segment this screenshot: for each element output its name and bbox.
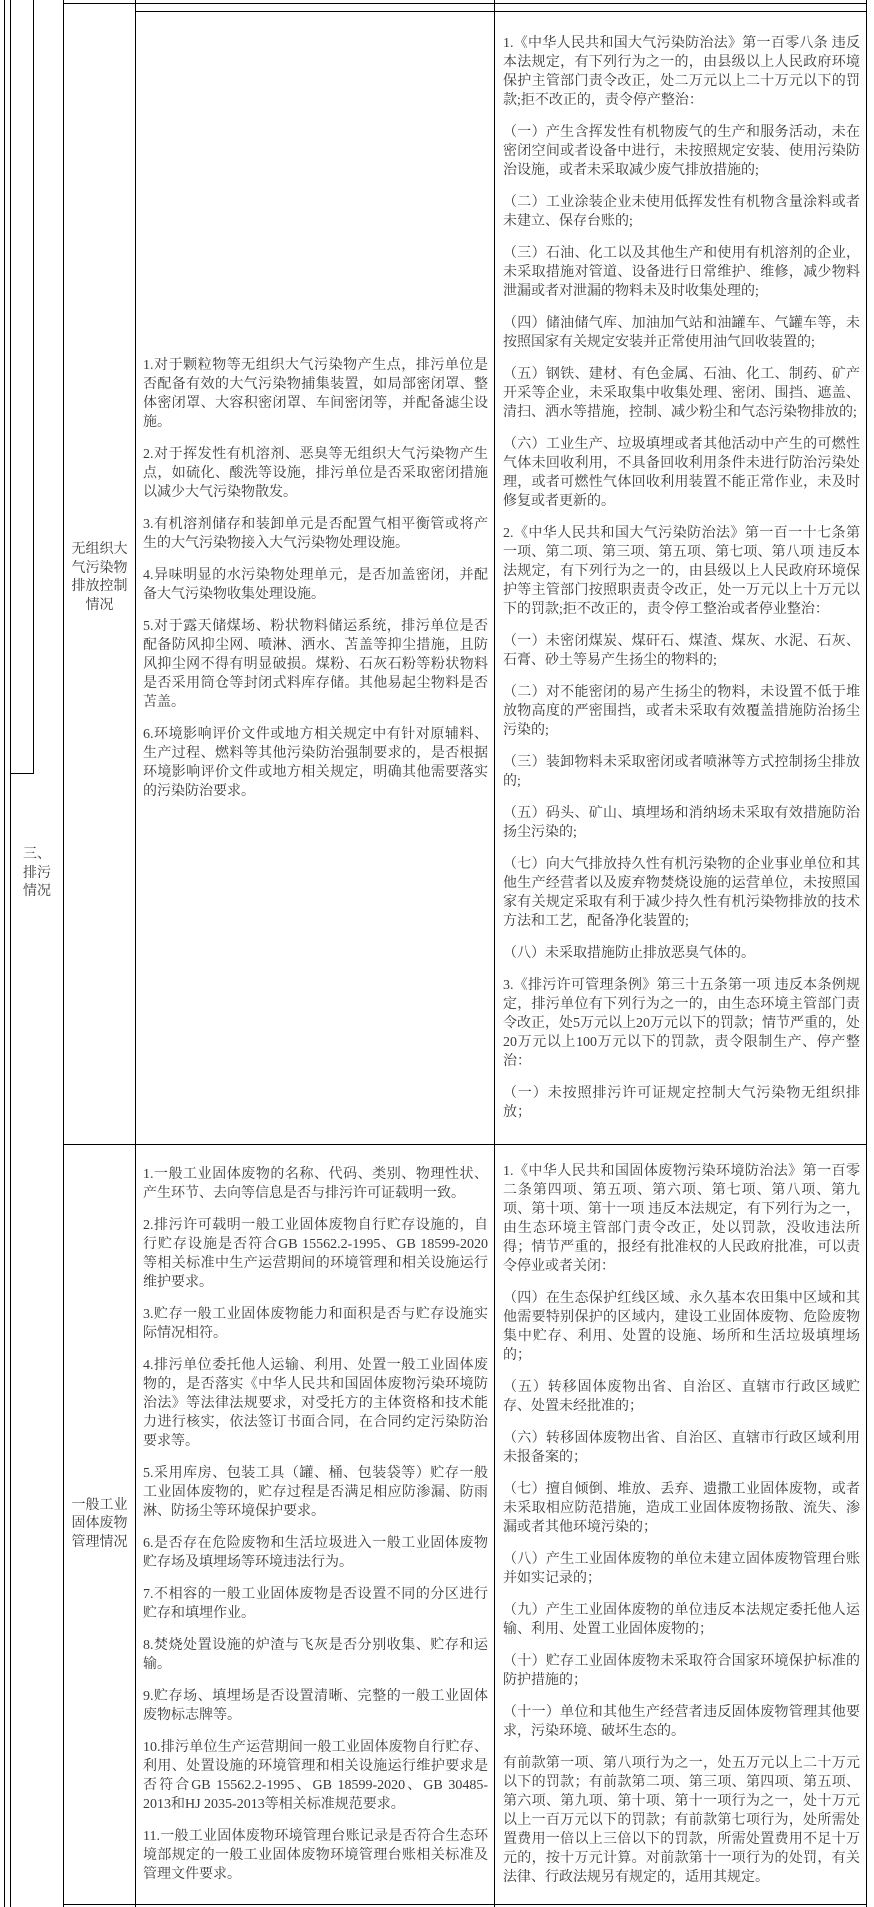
paragraph: 7.不相容的一般工业固体废物是否设置不同的分区进行贮存和填埋作业。: [143, 1587, 488, 1621]
paragraph: 有前款第一项、第八项行为之一，处五万元以上二十万元以下的罚款；有前款第二项、第三项、第四项、第五项、第六项、第九项、第十项、第十一项行为之一，处十万元以上一百万元以下的罚款；有前款第七项行为，处所需处置费用一倍以上三倍以下的罚款，所需处置费用不足十万元的，按十万元计算。对前款第十一项行为的处罚，有关法律、行政法规另有规定的，适用其规定。: [503, 1756, 860, 1885]
row-category-cell: [64, 1145, 135, 1904]
paragraph: 6.是否存在危险废物和生活垃圾进入一般工业固体废物贮存场及填埋场等环境违法行为。: [143, 1536, 488, 1570]
row-category-cell: [64, 12, 135, 1144]
legal-basis-cell: [495, 1145, 866, 1904]
paragraph: （五）码头、矿山、填埋场和消纳场未采取有效措施防治扬尘污染的;: [503, 806, 860, 840]
paragraph: （九）产生工业固体废物的单位违反本法规定委托他人运输、利用、处置工业固体废物的；: [503, 1603, 860, 1637]
paragraph: （八）产生工业固体废物的单位未建立固体废物管理台账并如实记录的；: [503, 1552, 860, 1586]
paragraph: 4.异味明显的水污染物处理单元，是否加盖密闭，并配备大气污染物收集处理设施。: [143, 567, 488, 602]
paragraph: 2.《中华人民共和国大气污染防治法》第一百一十七条第一项、第二项、第三项、第五项、第七项、第八项 违反本法规定，有下列行为之一的，由县级以上人民政府环境保护等主管部门按照职责责令改正，处一万元以上十万元以下的罚款;拒不改正的，责令停工整治或者停业整治：: [503, 526, 860, 617]
table-border-section-inner: [33, 0, 34, 773]
paragraph: 1.《中华人民共和国固体废物污染环境防治法》第一百零二条第四项、第五项、第六项、第七项、第八项、第九项、第十项、第十一项 违反本法规定，有下列行为之一，由生态环境主管部门责令改正，处以罚款，没收违法所得；情节严重的，报经有批准权的人民政府批准，可以责令停业或者关闭：: [503, 1164, 860, 1274]
paragraph: 2.对于挥发性有机溶剂、恶臭等无组织大气污染物产生点，如硫化、酸洗等设施，排污单位是否采取密闭措施以减少大气污染物散发。: [143, 446, 488, 500]
row-category-label: 无组织大气污染物排放控制情况: [71, 542, 128, 613]
paragraph: （十）贮存工业固体废物未采取符合国家环境保护标准的防护措施的；: [503, 1654, 860, 1688]
legal-basis-cell: [495, 12, 866, 1144]
paragraph: （四）储油储气库、加油加气站和油罐车、气罐车等，未按照国家有关规定安装并正常使用油气回收装置的;: [503, 316, 860, 350]
section-label: 三、排污情况: [23, 847, 51, 899]
paragraph: 3.贮存一般工业固体废物能力和面积是否与贮存设施实际情况相符。: [143, 1307, 488, 1341]
table-border-top-1: [63, 3, 866, 4]
paragraph: 1.对于颗粒物等无组织大气污染物产生点，排污单位是否配备有效的大气污染物捕集装置，如局部密闭罩、整体密闭罩、大容积密闭罩、车间密闭等，并配备滤尘设施。: [143, 357, 488, 430]
paragraph: 8.焚烧处置设施的炉渣与飞灰是否分别收集、贮存和运输。: [143, 1638, 488, 1672]
paragraph: （十一）单位和其他生产经营者违反固体废物管理其他要求，污染环境、破坏生态的。: [503, 1705, 860, 1739]
row-category-label: 一般工业固体废物管理情况: [71, 1497, 128, 1550]
paragraph: （三）石油、化工以及其他生产和使用有机溶剂的企业，未采取措施对管道、设备进行日常维护、维修，减少物料泄漏或者对泄漏的物料未及时收集处理的;: [503, 246, 860, 299]
paragraph: 10.排污单位生产运营期间一般工业固体废物自行贮存、利用、处置设施的环境管理和相关设施运行维护要求是否符合GB 15562.2-1995、GB 18599-2020、GB 30485-2013和HJ 2035-2013等相关标准规范要求。: [143, 1740, 488, 1812]
paragraph: 4.排污单位委托他人运输、利用、处置一般工业固体废物的，是否落实《中华人民共和国固体废物污染环境防治法》等法律法规要求，对受托方的主体资格和技术能力进行核实，依法签订书面合同，在合同约定污染防治要求等。: [143, 1358, 488, 1449]
paragraph: （一）未按照排污许可证规定控制大气污染物无组织排放；: [503, 1086, 860, 1120]
paragraph: 11.一般工业固体废物环境管理台账记录是否符合生态环境部规定的一般工业固体废物环境管理台账相关标准及管理文件要求。: [143, 1829, 488, 1882]
paragraph: 5.采用库房、包装工具（罐、桶、包装袋等）贮存一般工业固体废物的，贮存过程是否满足相应防渗漏、防雨淋、防扬尘等环境保护要求。: [143, 1466, 488, 1519]
inspection-items-cell: [136, 1145, 494, 1904]
table-border-outer-right: [866, 0, 867, 1907]
paragraph: 3.《排污许可管理条例》第三十五条第一项 违反本条例规定，排污单位有下列行为之一的，由生态环境主管部门责令改正，处5万元以上20万元以下的罚款；情节严重的，处20万元以上100万元以下的罚款，责令限制生产、停产整治：: [503, 978, 860, 1069]
paragraph: （四）在生态保护红线区域、永久基本农田集中区域和其他需要特别保护的区域内，建设工业固体废物、危险废物集中贮存、利用、处置的设施、场所和生活垃圾填埋场的；: [503, 1291, 860, 1363]
section-label-cell: [11, 774, 63, 1907]
paragraph: （八）未采取措施防止排放恶臭气体的。: [503, 946, 755, 961]
paragraph: 9.贮存场、填埋场是否设置清晰、完整的一般工业固体废物标志牌等。: [143, 1689, 488, 1723]
paragraph: （一）未密闭煤炭、煤矸石、煤渣、煤灰、水泥、石灰、石膏、砂土等易产生扬尘的物料的;: [503, 634, 860, 668]
table-border-bottom: [63, 1904, 866, 1905]
paragraph: 1.《中华人民共和国大气污染防治法》第一百零八条 违反本法规定，有下列行为之一的，由县级以上人民政府环境保护主管部门责令改正，处二万元以上二十万元以下的罚款;拒不改正的，责令停产整治：: [503, 36, 860, 108]
paragraph: 3.有机溶剂储存和装卸单元是否配置气相平衡管或将产生的大气污染物接入大气污染物处理设施。: [143, 516, 488, 551]
paragraph: （五）转移固体废物出省、自治区、直辖市行政区域贮存、处置未经批准的；: [503, 1380, 860, 1414]
table-border-outer-left: [4, 0, 5, 1907]
paragraph: 5.对于露天储煤场、粉状物料储运系统，排污单位是否配备防风抑尘网、喷淋、洒水、苫盖等抑尘措施，且防风抑尘网不得有明显破损。煤粉、石灰石粉等粉状物料是否采用筒仓等封闭式料库存储。其他易起尘物料是否苫盖。: [143, 618, 488, 710]
inspection-items-cell: [136, 12, 494, 1144]
paragraph: 1.一般工业固体废物的名称、代码、类别、物理性状、产生环节、去向等信息是否与排污许可证载明一致。: [143, 1167, 488, 1201]
paragraph: （六）转移固体废物出省、自治区、直辖市行政区域利用未报备案的；: [503, 1431, 860, 1465]
paragraph: （二）对不能密闭的易产生扬尘的物料，未设置不低于堆放物高度的严密围挡，或者未采取有效覆盖措施防治扬尘污染的;: [503, 685, 860, 738]
paragraph: 6.环境影响评价文件或地方相关规定中有针对原辅料、生产过程、燃料等其他污染防治强制要求的，是否根据环境影响评价文件或地方相关规定，明确其他需要落实的污染防治要求。: [143, 726, 488, 799]
paragraph: （一）产生含挥发性有机物废气的生产和服务活动，未在密闭空间或者设备中进行，未按照规定安装、使用污染防治设施，或者未采取减少废气排放措施的;: [503, 125, 860, 178]
paragraph: （二）工业涂装企业未使用低挥发性有机物含量涂料或者未建立、保存台账的;: [503, 195, 860, 229]
paragraph: 2.排污许可载明一般工业固体废物自行贮存设施的，自行贮存设施是否符合GB 15562.2-1995、GB 18599-2020等相关标准中生产运营期间的环境管理和相关设施运行维护要求。: [143, 1218, 488, 1290]
paragraph: （六）工业生产、垃圾填埋或者其他活动中产生的可燃性气体未回收利用，不具备回收利用条件未进行防治污染处理，或者可燃性气体回收利用装置不能正常作业，未及时修复或者更新的。: [503, 437, 860, 509]
paragraph: （七）向大气排放持久性有机污染物的企业事业单位和其他生产经营者以及废弃物焚烧设施的运营单位，未按照国家有关规定采取有利于减少持久性有机污染物排放的技术方法和工艺，配备净化装置的;: [503, 857, 860, 929]
paragraph: （七）擅自倾倒、堆放、丢弃、遗撒工业固体废物，或者未采取相应防范措施，造成工业固体废物扬散、流失、渗漏或者其他环境污染的；: [503, 1482, 860, 1535]
paragraph: （三）装卸物料未采取密闭或者喷淋等方式控制扬尘排放的;: [503, 755, 860, 789]
paragraph: （五）钢铁、建材、有色金属、石油、化工、制药、矿产开采等企业，未采取集中收集处理、密闭、围挡、遮盖、清扫、洒水等措施，控制、减少粉尘和气态污染物排放的;: [503, 367, 860, 420]
